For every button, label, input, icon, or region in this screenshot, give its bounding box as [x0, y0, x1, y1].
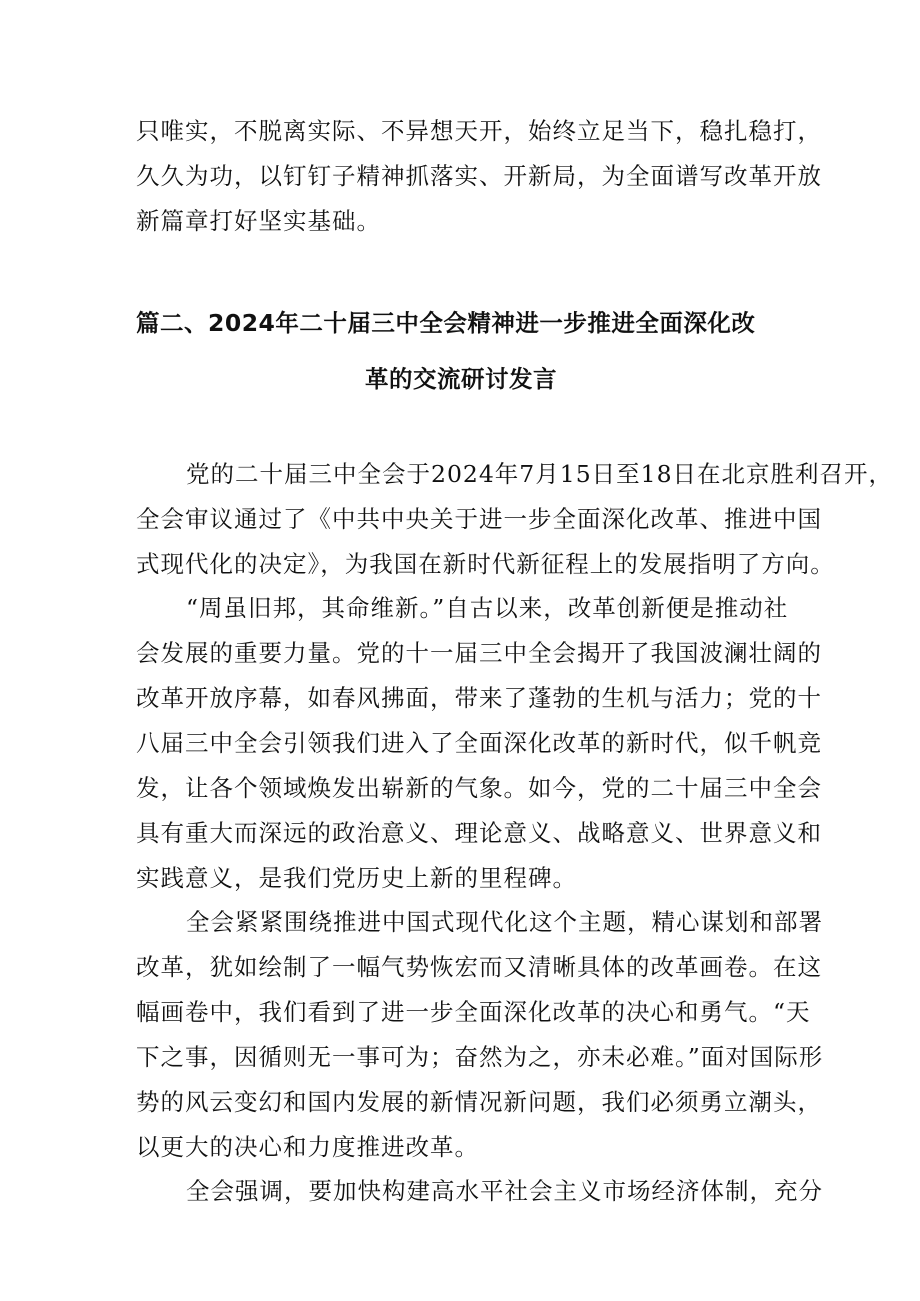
intro-line: 只唯实，不脱离实际、不异想天开，始终立足当下，稳扎稳打， — [136, 117, 822, 145]
intro-line: 新篇章打好坚实基础。 — [136, 207, 381, 235]
section-heading-line1: 篇二、2024年二十届三中全会精神进一步推进全面深化改 — [136, 309, 756, 337]
paragraph-2-line: 八届三中全会引领我们进入了全面深化改革的新时代，似千帆竞 — [136, 729, 822, 757]
paragraph-1-line: 式现代化的决定》，为我国在新时代新征程上的发展指明了方向。 — [136, 550, 835, 578]
paragraph-3-line: 幅画卷中，我们看到了进一步全面深化改革的决心和勇气。“天 — [136, 998, 811, 1026]
section-heading-line2: 革的交流研讨发言 — [365, 365, 557, 393]
paragraph-2-line: 会发展的重要力量。党的十一届三中全会揭开了我国波澜壮阔的 — [136, 639, 822, 667]
paragraph-2-line: 改革开放序幕，如春风拂面，带来了蓬勃的生机与活力；党的十 — [136, 684, 822, 712]
paragraph-1-line: 党的二十届三中全会于2024年7月15日至18日在北京胜利召开， — [186, 460, 894, 488]
paragraph-3-line: 势的风云变幻和国内发展的新情况新问题，我们必须勇立潮头， — [136, 1088, 822, 1116]
paragraph-2-line: 发，让各个领域焕发出崭新的气象。如今，党的二十届三中全会 — [136, 774, 822, 802]
paragraph-3-line: 改革，犹如绘制了一幅气势恢宏而又清晰具体的改革画卷。在这 — [136, 953, 822, 981]
paragraph-2-line: “周虽旧邦，其命维新。”自古以来，改革创新便是推动社 — [186, 594, 789, 622]
paragraph-4-line: 全会强调，要加快构建高水平社会主义市场经济体制，充分 — [186, 1177, 823, 1205]
paragraph-3-line: 以更大的决心和力度推进改革。 — [136, 1133, 479, 1161]
paragraph-3-line: 全会紧紧围绕推进中国式现代化这个主题，精心谋划和部署 — [186, 908, 823, 936]
paragraph-2-line: 具有重大而深远的政治意义、理论意义、战略意义、世界意义和 — [136, 819, 822, 847]
paragraph-1-line: 全会审议通过了《中共中央关于进一步全面深化改革、推进中国 — [136, 505, 822, 533]
paragraph-3-line: 下之事，因循则无一事可为；奋然为之，亦未必难。”面对国际形 — [136, 1043, 824, 1071]
paragraph-2-line: 实践意义，是我们党历史上新的里程碑。 — [136, 864, 577, 892]
intro-line: 久久为功，以钉钉子精神抓落实、开新局，为全面谱写改革开放 — [136, 162, 822, 190]
